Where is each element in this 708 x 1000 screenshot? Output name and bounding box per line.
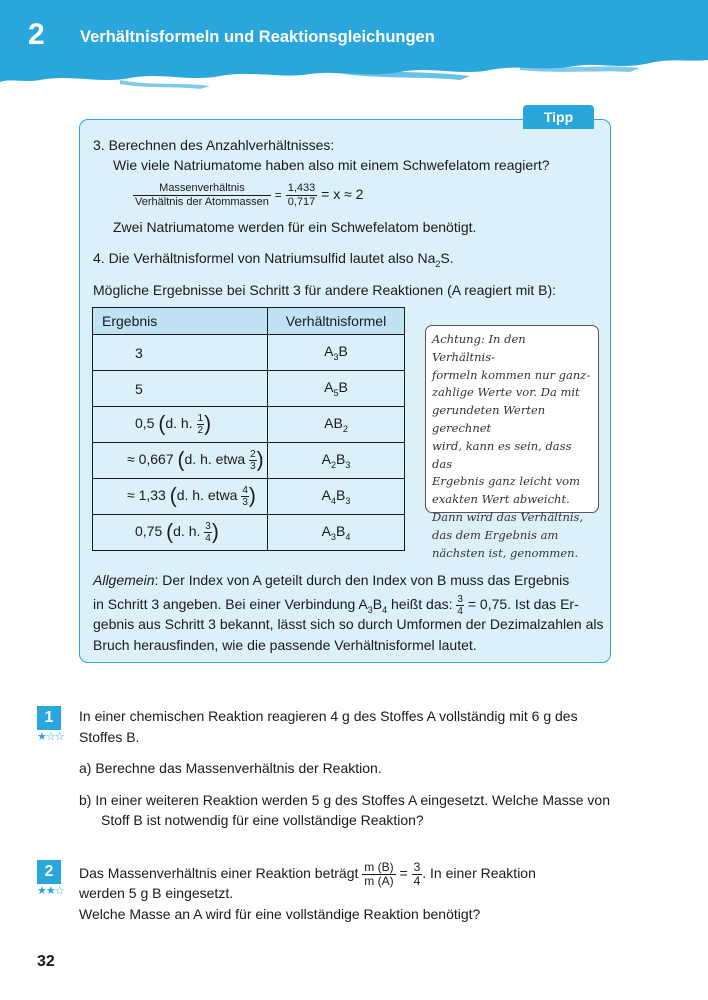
- result-note: d. h.: [173, 523, 201, 540]
- formula-part: B: [336, 451, 346, 468]
- result-value: 0,75: [135, 523, 163, 540]
- frac-den: 3: [242, 497, 248, 508]
- formula-part: B: [338, 379, 348, 396]
- task-1-part-a: a) Berechne das Massenverhältnis der Reaktion.: [79, 760, 382, 776]
- formula-denominator-text: Verhältnis der Atommassen: [135, 195, 269, 208]
- formula-equals: =: [274, 188, 282, 202]
- formula-sub: 3: [345, 495, 351, 506]
- formula-part: A: [321, 451, 331, 468]
- formula-cell: [268, 479, 405, 515]
- frac-num: 4: [242, 485, 248, 496]
- note-line: das dem Ergebnis am: [432, 527, 559, 542]
- chapter-title: Verhältnisformeln und Reaktionsgleichungen: [80, 28, 435, 46]
- results-intro: Mögliche Ergebnisse bei Schritt 3 für andere Reaktionen (A reagiert mit B):: [93, 282, 557, 298]
- frac-num: 2: [250, 449, 256, 460]
- handwritten-note: [425, 325, 599, 560]
- result-note: d. h.: [165, 415, 193, 432]
- result-cell: [93, 371, 268, 407]
- formula-denominator-value: 0,717: [287, 195, 316, 208]
- task-1-line-1: In einer chemischen Reaktion reagieren 4 g des Stoffes A vollständig mit 6 g des: [79, 708, 578, 724]
- frac-num: 3: [205, 521, 211, 532]
- task-2-text: . In einer Reaktion: [422, 865, 536, 881]
- formula-text-fraction: [133, 182, 271, 209]
- formula-part: A: [324, 343, 334, 360]
- formula-part: A: [321, 523, 331, 540]
- task-1-part-b-1: b) In einer weiteren Reaktion werden 5 g des Stoffes A eingesetzt. Welche Masse von: [79, 792, 611, 808]
- ratio-value-num: 3: [413, 859, 421, 874]
- general-text: = 0,75. Ist das Er-: [463, 596, 579, 612]
- general-text: in Schritt 3 angeben. Bei einer Verbindung A: [93, 596, 368, 612]
- step4-text: [93, 248, 454, 274]
- step3-formula: [133, 179, 363, 210]
- formula-cell: [268, 443, 405, 479]
- formula-cell: [268, 335, 405, 371]
- formula-sub: 2: [330, 459, 336, 470]
- result-note: d. h. etwa: [176, 487, 238, 504]
- result-value: 3: [135, 344, 143, 361]
- formula-cell: [268, 515, 405, 551]
- note-line: Achtung: In den Verhältnis-: [432, 332, 526, 364]
- general-line-4: Bruch herausfinden, wie die passende Verhältnisformel lautet.: [93, 637, 477, 653]
- note-line: gerundeten Werten gerechnet: [432, 403, 546, 435]
- formula-part: AB: [324, 415, 343, 432]
- result-value: 5: [135, 380, 143, 397]
- note-line: Dann wird das Verhältnis,: [432, 509, 584, 524]
- step3-title: 3. Berechnen des Anzahlverhältnisses:: [93, 137, 335, 153]
- note-line: zahlige Werte vor. Da mit: [432, 385, 580, 400]
- general-text: heißt das:: [387, 596, 457, 612]
- task-1-line-2: Stoffes B.: [79, 729, 140, 745]
- formula-sub: 3: [333, 351, 339, 362]
- formula-sub: 3: [345, 459, 351, 470]
- step4-pre: 4. Die Verhältnisformel von Natriumsulfid lautet also Na: [93, 250, 436, 266]
- formula-sub: 3: [330, 531, 336, 542]
- ratio-value-fraction: [412, 861, 423, 888]
- result-value: ≈ 1,33: [127, 487, 166, 504]
- frac-den: 3: [250, 461, 256, 472]
- result-cell: ≈ 0,667 (d. h. etwa $\frac{2}{3}$ ): [93, 443, 268, 479]
- formula-sub: 4: [330, 495, 336, 506]
- step4-post: S.: [440, 250, 454, 266]
- task-1-part-b-2: Stoff B ist notwendig für eine vollständige Reaktion?: [101, 812, 424, 828]
- result-cell: 0,5 (d. h. $\frac{1}{2}$ ): [93, 407, 268, 443]
- task-1-difficulty-stars: ★☆☆: [37, 731, 64, 743]
- formula-numerator-text: Massenverhältnis: [133, 182, 271, 196]
- formula-part: B: [336, 523, 346, 540]
- task-1-number: 1: [37, 706, 61, 730]
- formula-sub: 5: [333, 387, 339, 398]
- formula-value-fraction: [286, 182, 318, 209]
- result-cell: [93, 335, 268, 371]
- formula-numerator-value: 1,433: [287, 181, 316, 194]
- step3-question: Wie viele Natriumatome haben also mit einem Schwefelatom reagiert?: [113, 157, 550, 173]
- note-line: nächsten ist, genommen.: [432, 545, 579, 560]
- general-line-1-text: : Der Index von A geteilt durch den Index von B muss das Ergebnis: [154, 572, 570, 588]
- task-2-text: Das Massenverhältnis einer Reaktion beträgt: [79, 865, 363, 881]
- general-line-3: gebnis aus Schritt 3 bekannt, lässt sich so durch Umformen der Dezimalzahlen als: [93, 616, 604, 632]
- ratio-den: m (A): [364, 873, 394, 888]
- general-sub: 3: [367, 604, 373, 615]
- result-value: ≈ 0,667: [127, 451, 174, 468]
- note-line: Ergebnis ganz leicht vom: [432, 474, 581, 489]
- step3-conclusion: Zwei Natriumatome werden für ein Schwefelatom benötigt.: [113, 219, 477, 235]
- general-label: Allgemein: [93, 572, 155, 588]
- note-line: exakten Wert abweicht.: [432, 492, 570, 507]
- result-fraction: [197, 413, 205, 436]
- task-2-difficulty-stars: ★★☆: [37, 885, 64, 897]
- task-2-line-3: Welche Masse an A wird für eine vollständige Reaktion benötigt?: [79, 906, 481, 922]
- tipp-label: Tipp: [523, 105, 594, 129]
- frac-num: 3: [457, 593, 463, 605]
- table-header-formula: Verhältnisformel: [268, 308, 405, 335]
- frac-den: 4: [457, 605, 463, 617]
- ratio-num: m (B): [364, 859, 394, 874]
- note-line: wird, kann es sein, dass das: [432, 438, 572, 471]
- table-header-result: Ergebnis: [93, 308, 268, 335]
- formula-part: B: [338, 343, 348, 360]
- frac-den: 4: [205, 533, 211, 544]
- results-table: [92, 307, 405, 551]
- formula-part: A: [324, 379, 334, 396]
- formula-cell: [268, 407, 405, 443]
- step4-sub: 2: [435, 258, 441, 269]
- task-2-number: 2: [37, 860, 61, 884]
- formula-sub: 4: [345, 531, 351, 542]
- note-line: formeln kommen nur ganz-: [432, 367, 591, 382]
- general-sub: 4: [382, 604, 388, 615]
- result-fraction: [204, 521, 212, 544]
- mass-ratio-fraction: [362, 861, 395, 888]
- table-row: [93, 515, 405, 551]
- formula-part: A: [321, 487, 331, 504]
- chapter-number: 2: [28, 18, 45, 51]
- result-fraction: [249, 449, 257, 472]
- formula-result: = x ≈ 2: [321, 186, 364, 202]
- page-number: 32: [37, 953, 55, 970]
- formula-part: B: [336, 487, 346, 504]
- result-cell: ≈ 1,33 (d. h. etwa $\frac{4}{3}$ ): [93, 479, 268, 515]
- frac-num: 1: [197, 413, 204, 424]
- formula-sub: 2: [342, 423, 348, 434]
- result-note: d. h. etwa: [184, 451, 246, 468]
- general-line-1: [93, 570, 569, 590]
- frac-den: 2: [197, 425, 204, 436]
- table-row: [93, 479, 405, 515]
- ratio-value-den: 4: [413, 873, 421, 888]
- table-row: [93, 443, 405, 479]
- task-2-line-2: werden 5 g B eingesetzt.: [79, 885, 234, 901]
- table-header-row: [93, 308, 405, 335]
- formula-cell: [268, 371, 405, 407]
- result-cell: 0,75 (d. h. $\frac{3}{4}$ ): [93, 515, 268, 551]
- ratio-equals: =: [399, 865, 408, 881]
- result-fraction: [241, 485, 249, 508]
- general-text: B: [372, 596, 383, 612]
- table-row: [93, 335, 405, 371]
- result-value: 0,5: [135, 415, 155, 432]
- table-row: [93, 371, 405, 407]
- table-row: [93, 407, 405, 443]
